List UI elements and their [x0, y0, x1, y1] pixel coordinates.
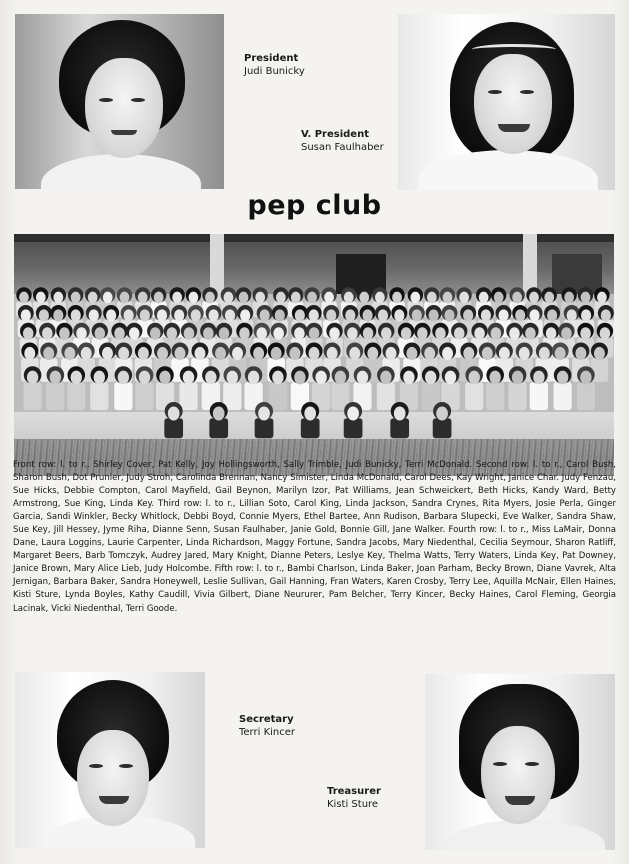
- member-face: [23, 327, 34, 340]
- member-face: [529, 292, 539, 304]
- member-face: [515, 309, 525, 321]
- treasurer-caption: [327, 785, 381, 811]
- member-face: [519, 347, 530, 360]
- member-face: [255, 292, 265, 304]
- member-face: [525, 327, 536, 340]
- member-face: [512, 292, 522, 304]
- secretary-caption: [239, 713, 295, 739]
- member-face: [324, 292, 334, 304]
- member-face: [482, 347, 493, 360]
- member-face: [27, 371, 38, 385]
- member-face: [240, 309, 250, 321]
- member-face: [50, 371, 61, 385]
- member-face: [375, 292, 385, 304]
- member-figure: [465, 382, 483, 410]
- member-face: [203, 327, 214, 340]
- treasurer-name: Kisti Sture: [327, 799, 379, 810]
- member-face: [225, 309, 235, 321]
- member-face: [403, 371, 414, 385]
- member-face: [194, 347, 205, 360]
- president-role: President: [244, 53, 299, 64]
- member-face: [42, 327, 53, 340]
- treasurer-role: Treasurer: [327, 786, 381, 797]
- member-face: [118, 347, 129, 360]
- member-face: [469, 371, 480, 385]
- member-face: [349, 347, 360, 360]
- member-face: [557, 371, 568, 385]
- member-face: [239, 292, 249, 304]
- member-face: [315, 371, 326, 385]
- member-face: [53, 309, 63, 321]
- member-face: [327, 347, 338, 360]
- member-face: [509, 327, 520, 340]
- member-face: [600, 327, 611, 340]
- member-face: [445, 371, 456, 385]
- member-face: [227, 371, 238, 385]
- member-face: [138, 292, 148, 304]
- member-face: [184, 327, 195, 340]
- member-face: [479, 292, 489, 304]
- member-face: [88, 292, 98, 304]
- member-face: [138, 347, 149, 360]
- member-figure: [135, 382, 153, 410]
- member-face: [363, 327, 374, 340]
- member-face: [219, 327, 230, 340]
- member-face: [256, 327, 267, 340]
- member-figure: [377, 382, 395, 410]
- member-face: [575, 347, 586, 360]
- member-face: [276, 292, 286, 304]
- member-figure: [114, 382, 132, 410]
- member-face: [213, 406, 225, 420]
- member-figure: [179, 382, 197, 410]
- member-face: [597, 292, 607, 304]
- vice-president-portrait: [398, 14, 615, 190]
- member-figure: [209, 418, 228, 438]
- member-face: [89, 309, 99, 321]
- page-title: pep club: [247, 190, 382, 221]
- member-face: [359, 292, 369, 304]
- member-face: [335, 371, 346, 385]
- member-face: [345, 309, 355, 321]
- member-face: [271, 347, 282, 360]
- member-face: [205, 292, 215, 304]
- member-face: [357, 371, 368, 385]
- member-face: [21, 309, 31, 321]
- member-face: [435, 327, 446, 340]
- member-face: [512, 371, 523, 385]
- member-face: [529, 309, 539, 321]
- member-face: [118, 371, 129, 385]
- member-face: [429, 309, 439, 321]
- member-face: [140, 309, 150, 321]
- member-face: [120, 292, 130, 304]
- member-face: [494, 292, 504, 304]
- member-face: [394, 309, 404, 321]
- group-caption: Front row: l. to r., Shirley Cover, Pat Kelly, Joy Hollingsworth, Sally Trimble, Judi Bunicky, Terri McDonald. Second row: l. to r., Carol Bush, Sharon Bush, Dot Prunier, Judy Stroh, Carolinda Brennan, Nancy Simister, Linda McDonald, Carol Dees, Kay Wright, Janice Char. Judy Fenzau, Sue Hicks, Debbie Compton, Carol Mayfield, Gail Beynon, Marilyn Izor, Pat Williams, Jean Schweickert, Beth Hicks, Kandy Ward, Betty Armstrong, Sue King, Linda Key. Third row: l. to r., Lillian Soto, Carol King, Linda Jackson, Sandra Crynes, Rita Myers, Josie Perla, Ginger Garcia, Sandi Winkler, Becky Whitlock, Debbi Boyd, Connie Myers, Ethel Bartee, Ann Rudison, Barbara Slupecki, Eve Walker, Sandra Shaw, Sue Key, Jill Hessey, Jyme Riha, Dianne Senn, Susan Faulhaber, Janie Gold, Bonnie Gill, Jane Walker. Fourth row: l. to r., Miss LaMair, Donna Dane, Laura Loggins, Laurie Carpenter, Linda Richardson, Maggy Fortune, Sandra Jacobs, Mary Niedenthal, Cecilia Seymour, Sharon Ratliff, Margaret Beers, Barb Tomczyk, Audrey Jared, Mary Knight, Dianne Peters, Leslye Key, Thelma Watts, Terry Waters, Linda Key, Pat Downey, Janice Brown, Mary Alice Lieb, Judy Holcombe. Fifth row: l. to r., Bambi Charlson, Linda Baker, Joan Parham, Becky Brown, Diane Vavrek, Alta Jernigan, Barbara Baker, Sandra Honeywell, Leslie Sullivan, Gail Hanning, Fran Waters, Karen Crosby, Terry Lee, Aquilla McNair, Ellen Haines, Kisti Sture, Lynda Boyles, Kathy Caudill, Vivia Gilbert, Diane Neururer, Pam Belcher, Terry Kincer, Becky Haines, Carol Fleming, Georgia Lacinak, Vicki Niedenthal, Terri Goode.: [13, 460, 616, 614]
- member-face: [224, 292, 234, 304]
- member-face: [19, 292, 29, 304]
- member-face: [546, 327, 557, 340]
- member-figure: [301, 418, 320, 438]
- vice-president-caption: [301, 128, 384, 154]
- member-face: [205, 371, 216, 385]
- member-face: [454, 327, 465, 340]
- member-face: [129, 327, 140, 340]
- member-face: [64, 347, 75, 360]
- member-face: [344, 292, 354, 304]
- member-face: [43, 347, 54, 360]
- member-face: [167, 327, 178, 340]
- member-figure: [433, 418, 452, 438]
- secretary-name: Terri Kincer: [239, 727, 296, 738]
- member-face: [273, 327, 284, 340]
- member-face: [189, 292, 199, 304]
- member-face: [102, 347, 113, 360]
- club-members-crowd: [14, 234, 614, 476]
- secretary-portrait: [15, 672, 205, 848]
- member-face: [329, 327, 340, 340]
- president-caption: [244, 52, 305, 78]
- member-figure: [344, 418, 363, 438]
- member-face: [114, 327, 125, 340]
- member-face: [272, 371, 283, 385]
- member-face: [36, 292, 46, 304]
- member-face: [239, 327, 250, 340]
- member-face: [295, 309, 305, 321]
- member-face: [436, 406, 448, 420]
- president-name: Judi Bunicky: [244, 66, 305, 77]
- member-face: [533, 371, 544, 385]
- member-face: [94, 371, 105, 385]
- member-face: [442, 347, 453, 360]
- member-face: [139, 371, 150, 385]
- member-face: [175, 347, 186, 360]
- member-figure: [255, 418, 274, 438]
- vice-president-name: Susan Faulhaber: [301, 142, 384, 153]
- president-portrait: [15, 14, 224, 189]
- member-face: [561, 327, 572, 340]
- member-face: [76, 327, 87, 340]
- member-face: [394, 406, 406, 420]
- treasurer-portrait: [425, 674, 615, 850]
- member-face: [417, 327, 428, 340]
- member-face: [594, 347, 605, 360]
- member-face: [424, 347, 435, 360]
- member-figure: [23, 382, 41, 410]
- member-figure: [90, 382, 108, 410]
- member-face: [326, 309, 336, 321]
- member-face: [157, 309, 167, 321]
- member-figure: [164, 418, 183, 438]
- member-face: [378, 309, 388, 321]
- member-face: [347, 406, 359, 420]
- member-face: [463, 347, 474, 360]
- member-face: [71, 371, 82, 385]
- member-figure: [554, 382, 572, 410]
- member-face: [53, 292, 63, 304]
- member-face: [564, 292, 574, 304]
- member-face: [124, 309, 134, 321]
- member-face: [294, 327, 305, 340]
- member-face: [463, 309, 473, 321]
- member-figure: [486, 382, 504, 410]
- member-face: [275, 309, 285, 321]
- member-face: [406, 347, 417, 360]
- member-face: [253, 347, 264, 360]
- member-face: [81, 347, 92, 360]
- member-figure: [67, 382, 85, 410]
- member-face: [71, 292, 81, 304]
- member-face: [386, 347, 397, 360]
- member-face: [24, 347, 35, 360]
- member-face: [581, 292, 591, 304]
- member-face: [248, 371, 259, 385]
- member-face: [191, 309, 201, 321]
- vice-president-role: V. President: [301, 129, 369, 140]
- member-face: [159, 371, 170, 385]
- member-face: [174, 309, 184, 321]
- member-face: [580, 371, 591, 385]
- member-face: [347, 327, 358, 340]
- member-face: [580, 327, 591, 340]
- member-face: [309, 309, 319, 321]
- member-face: [309, 327, 320, 340]
- member-face: [427, 292, 437, 304]
- member-face: [362, 309, 372, 321]
- member-face: [172, 292, 182, 304]
- member-face: [567, 309, 577, 321]
- member-face: [168, 406, 180, 420]
- member-face: [157, 347, 168, 360]
- member-face: [474, 327, 485, 340]
- member-face: [392, 292, 402, 304]
- group-photo: [14, 234, 614, 476]
- member-face: [498, 309, 508, 321]
- member-face: [412, 309, 422, 321]
- member-face: [425, 371, 436, 385]
- member-face: [601, 309, 611, 321]
- member-figure: [508, 382, 526, 410]
- member-figure: [269, 382, 287, 410]
- secretary-role: Secretary: [239, 714, 294, 725]
- member-face: [291, 292, 301, 304]
- member-face: [103, 292, 113, 304]
- member-face: [547, 309, 557, 321]
- member-figure: [46, 382, 64, 410]
- member-face: [307, 292, 317, 304]
- member-face: [443, 292, 453, 304]
- member-face: [71, 309, 81, 321]
- member-face: [481, 309, 491, 321]
- member-face: [410, 292, 420, 304]
- member-face: [154, 292, 164, 304]
- member-face: [309, 347, 320, 360]
- member-face: [215, 347, 226, 360]
- member-face: [367, 347, 378, 360]
- member-face: [491, 327, 502, 340]
- member-face: [380, 371, 391, 385]
- member-face: [489, 371, 500, 385]
- member-face: [444, 309, 454, 321]
- member-face: [539, 347, 550, 360]
- member-face: [260, 309, 270, 321]
- member-face: [39, 309, 49, 321]
- member-figure: [577, 382, 595, 410]
- member-face: [401, 327, 412, 340]
- member-face: [209, 309, 219, 321]
- member-face: [459, 292, 469, 304]
- member-face: [289, 347, 300, 360]
- member-face: [304, 406, 316, 420]
- member-face: [95, 327, 106, 340]
- member-face: [106, 309, 116, 321]
- member-face: [499, 347, 510, 360]
- member-face: [232, 347, 243, 360]
- member-figure: [530, 382, 548, 410]
- member-face: [258, 406, 270, 420]
- member-face: [59, 327, 70, 340]
- member-face: [555, 347, 566, 360]
- member-face: [581, 309, 591, 321]
- member-face: [183, 371, 194, 385]
- member-face: [150, 327, 161, 340]
- member-figure: [390, 418, 409, 438]
- member-face: [544, 292, 554, 304]
- member-face: [294, 371, 305, 385]
- member-face: [381, 327, 392, 340]
